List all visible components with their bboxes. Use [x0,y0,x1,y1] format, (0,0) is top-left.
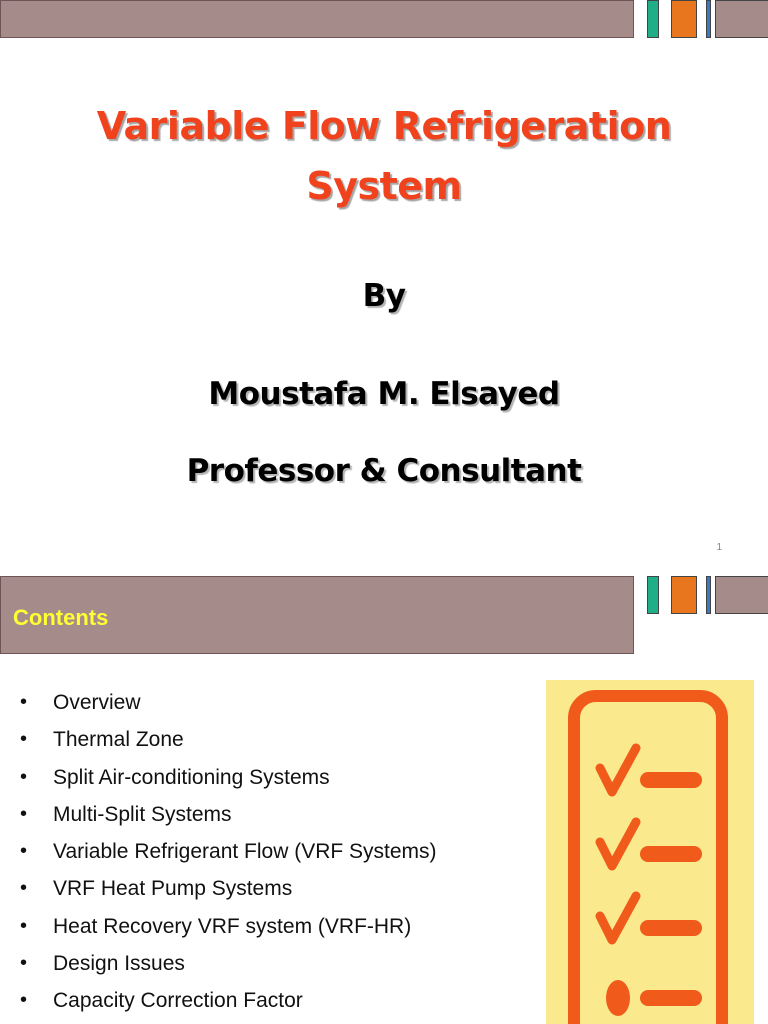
decor-mauve-bar [715,0,768,38]
list-item: • Split Air-conditioning Systems [20,761,437,798]
list-item: • Thermal Zone [20,723,437,760]
contents-heading: Contents [13,605,109,630]
list-item: • Multi-Split Systems [20,798,437,835]
author-role: Professor & Consultant [186,453,582,489]
list-item: • Capacity Correction Factor [20,984,437,1021]
checklist-graphic [546,680,754,1024]
author-name: Moustafa M. Elsayed [208,376,560,412]
decor-orange-bar [671,576,697,614]
contents-banner [0,576,634,654]
list-item: • Variable Refrigerant Flow (VRF Systems) [20,835,437,872]
contents-slide [0,572,768,1024]
list-item: • Overview [20,686,437,723]
slide-title-line-1: Variable Flow Refrigeration [96,104,672,148]
header-banner [0,0,634,38]
decor-teal-bar [647,576,659,614]
decor-blue-bar [706,0,711,38]
page-number: 1 [716,542,722,553]
list-item: • Design Issues [20,947,437,984]
decor-orange-bar [671,0,697,38]
slide-title-line-2: System [306,164,462,208]
contents-list [20,686,437,1022]
list-item: • VRF Heat Pump Systems [20,872,437,909]
checklist-icon [546,680,754,1024]
decor-mauve-bar [715,576,768,614]
by-label: By [362,278,406,314]
list-item: • Heat Recovery VRF system (VRF-HR) [20,910,437,947]
decor-teal-bar [647,0,659,38]
decor-blue-bar [706,576,711,614]
